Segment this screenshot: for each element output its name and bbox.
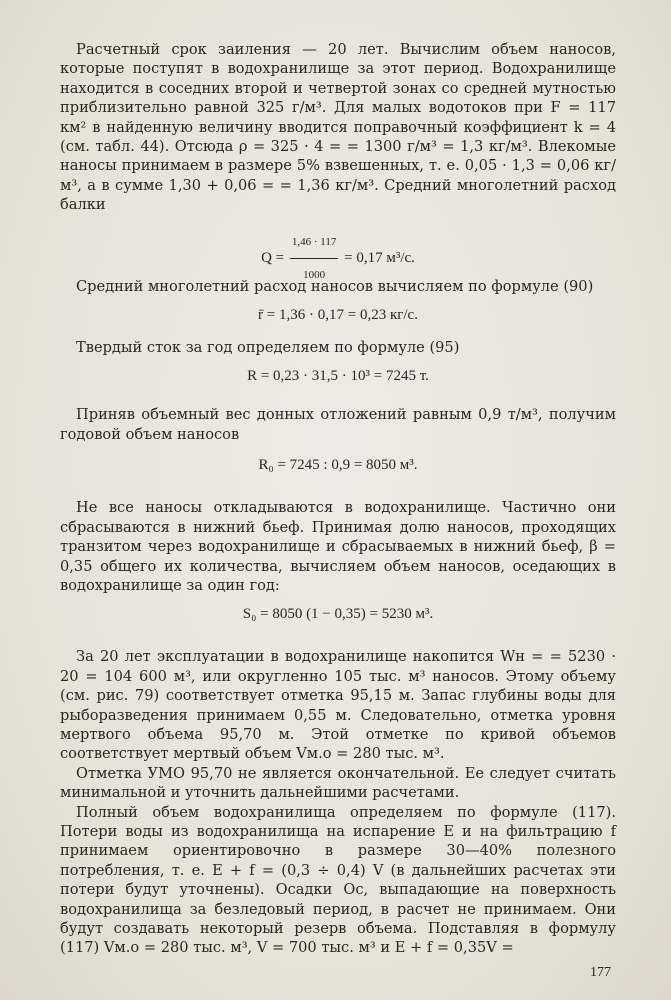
formula-solid-runoff: R = 0,23 · 31,5 · 10³ = 7245 т. bbox=[247, 368, 429, 385]
paragraph-silting-period: Расчетный срок заиления — 20 лет. Вычислим объем наносов, которые поступят в водохранилище за этот период. Водохранилище находится в соседних второй и четвертой зонах со средней мутностью приблизительно равной 325 г/м³. Для малых водотоков при F = 117 км² в найденную величину вводится поправочный коэффициент k = 4 (см. табл. 44). Отсюда ρ = 325 · 4 = = 1300 г/м³ = 1,3 кг/м³. Влекомые наносы принимаем в размере 5% взвешенных, т. е. 0,05 · 1,3 = 0,06 кг/м³, а в сумме 1,30 + 0,06 = = 1,36 кг/м³. Средний многолетний расход балки bbox=[60, 41, 616, 214]
page-number: 177 bbox=[590, 965, 611, 980]
paragraph-solid-runoff: Твердый сток за год определяем по формуле (95) bbox=[76, 339, 460, 357]
formula-discharge bbox=[60, 227, 616, 281]
fraction-numerator: 1,46 · 117 bbox=[290, 227, 339, 259]
formula-sediment-discharge: r̄ = 1,36 · 0,17 = 0,23 кг/с. bbox=[258, 307, 418, 324]
paragraph-sediment-discharge: Средний многолетний расход наносов вычисляем по формуле (90) bbox=[76, 277, 594, 295]
formula-discharge-left: Q = bbox=[261, 249, 285, 266]
paragraph-dead-volume: За 20 лет эксплуатации в водохранилище накопится Wн = = 5230 · 20 = 104 600 м³, или округленно 105 тыс. м³ наносов. Этому объему (см. рис. 79) соответствует отметка 95,15 м. Запас глубины воды для рыборазведения принимаем 0,55 м. Следовательно, отметка уровня мертвого объема 95,70 м. Этой отметке по кривой объемов соответствует мертвый объем Vм.о = 280 тыс. м³. bbox=[60, 648, 616, 763]
paragraph-full-volume: Полный объем водохранилища определяем по формуле (117). Потери воды из водохранилища на испарение E и на фильтрацию f принимаем ориентировочно в размере 30—40% полезного потребления, т. е. E + f = (0,3 ÷ 0,4) V (в дальнейших расчетах эти потери будут уточнены). Осадки Oc, выпадающие на поверхность водохранилища за безледовый период, в расчет не принимаем. Они будут создавать некоторый резерв объема. Подставляя в формулу (117) Vм.о = 280 тыс. м³, V = 700 тыс. м³ и E + f = 0,35V = bbox=[60, 803, 616, 957]
fraction-denominator: 1000 bbox=[303, 268, 326, 281]
paragraph-umo-level: Отметка УМО 95,70 не является окончательной. Ее следует считать минимальной и уточнить дальнейшими расчетами. bbox=[60, 764, 616, 802]
formula-settled-volume: S₀ = 8050 (1 − 0,35) = 5230 м³. bbox=[242, 606, 434, 623]
formula-annual-volume: R₀ = 7245 : 0,9 = 8050 м³. bbox=[258, 457, 418, 474]
paragraph-volume-weight: Приняв объемный вес донных отложений равным 0,9 т/м³, получим годовой объем наносов bbox=[60, 406, 616, 443]
formula-discharge-right: = 0,17 м³/с. bbox=[344, 249, 415, 266]
page-body bbox=[60, 40, 616, 958]
paragraph-downstream-release: Не все наносы откладываются в водохранилище. Частично они сбрасываются в нижний бьеф. Принимая долю наносов, проходящих транзитом через водохранилище и сбрасываемых в нижний бьеф, β = 0,35 общего их количества, вычисляем объем наносов, оседающих в водохранилище за один год: bbox=[60, 499, 616, 594]
